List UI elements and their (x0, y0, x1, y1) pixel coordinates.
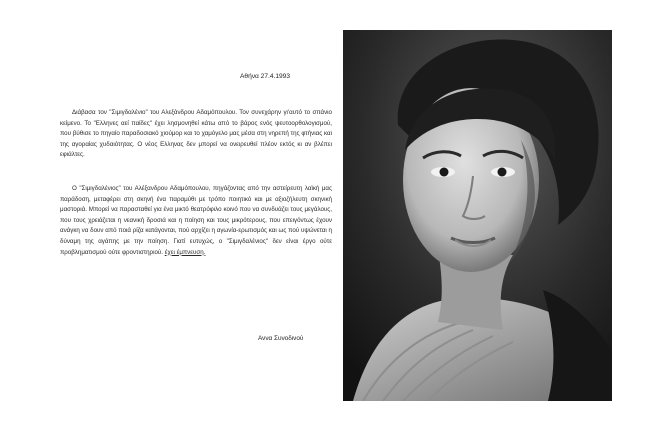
paragraph-1-text: Διάβασα τον "Σιμιγδαλένιο" του Αλεξάνδρου Αδαμόπουλου. Τον συνεχάρην γι'αυτό το σπάνιο κείμενο. Το "Ελληνες αεί παίδες" έχει λησμονηθεί κάτω από το βάρος ενός ψευτοορθολογισμού, που βύθισε το πηγαίο παραδοσιακό χιούμορ και το χαμόγελο μας μέσα στη νηρεπή της φτήνιας και της αγοραίας χυδαιότητας. Ο νέος Ελληνας δεν μπορεί να ονειρευθεί πλέον εκτός κι αν βλέπει εφιάλτες. (60, 109, 332, 159)
paragraph-2-text: Ο "Σιμιγδαλένιος" του Αλέξανδρου Αδαμόπουλου, πηγάζοντας από την αστείρευτη λαϊκή μας παράδοση, μεταφέρει στη σκηνή ένα παραμύθι με τρόπο ποιητικό και με αξιοζήλευτη σκηνική μαστοριά. Μπορεί να παρασταθεί για ένα μικτό θεατρόφιλο κοινό που να συνδυάζει τους μεγάλους, που τους χρειάζεται η νεανική δροσιά και η ποίηση και τους μικρότερους, που επειγόντως έχουν ανάγκη να δουν από ποιά ρίζα κατάγονται, πού αρχίζει η αγωνία-ερωτισμός και ως πού υψώνεται η δύναμη της αγάπης με την ποίηση. Γιατί ευτυχώς, ο "Σιμιγδαλένιος" δεν είναι έργο ούτε προβληματισμού ούτε φροντιστηριού. (60, 185, 332, 256)
portrait-illustration (343, 30, 612, 401)
paragraph-2-underlined: έχει έμπνευση. (164, 248, 206, 256)
letter-date: Αθήνα 27.4.1993 (240, 73, 291, 80)
letter-paragraph-2 (60, 184, 332, 258)
portrait-photo (343, 30, 612, 401)
letter-paragraph-1 (60, 108, 332, 161)
signature: Αννα Συνοδινού (258, 335, 304, 342)
